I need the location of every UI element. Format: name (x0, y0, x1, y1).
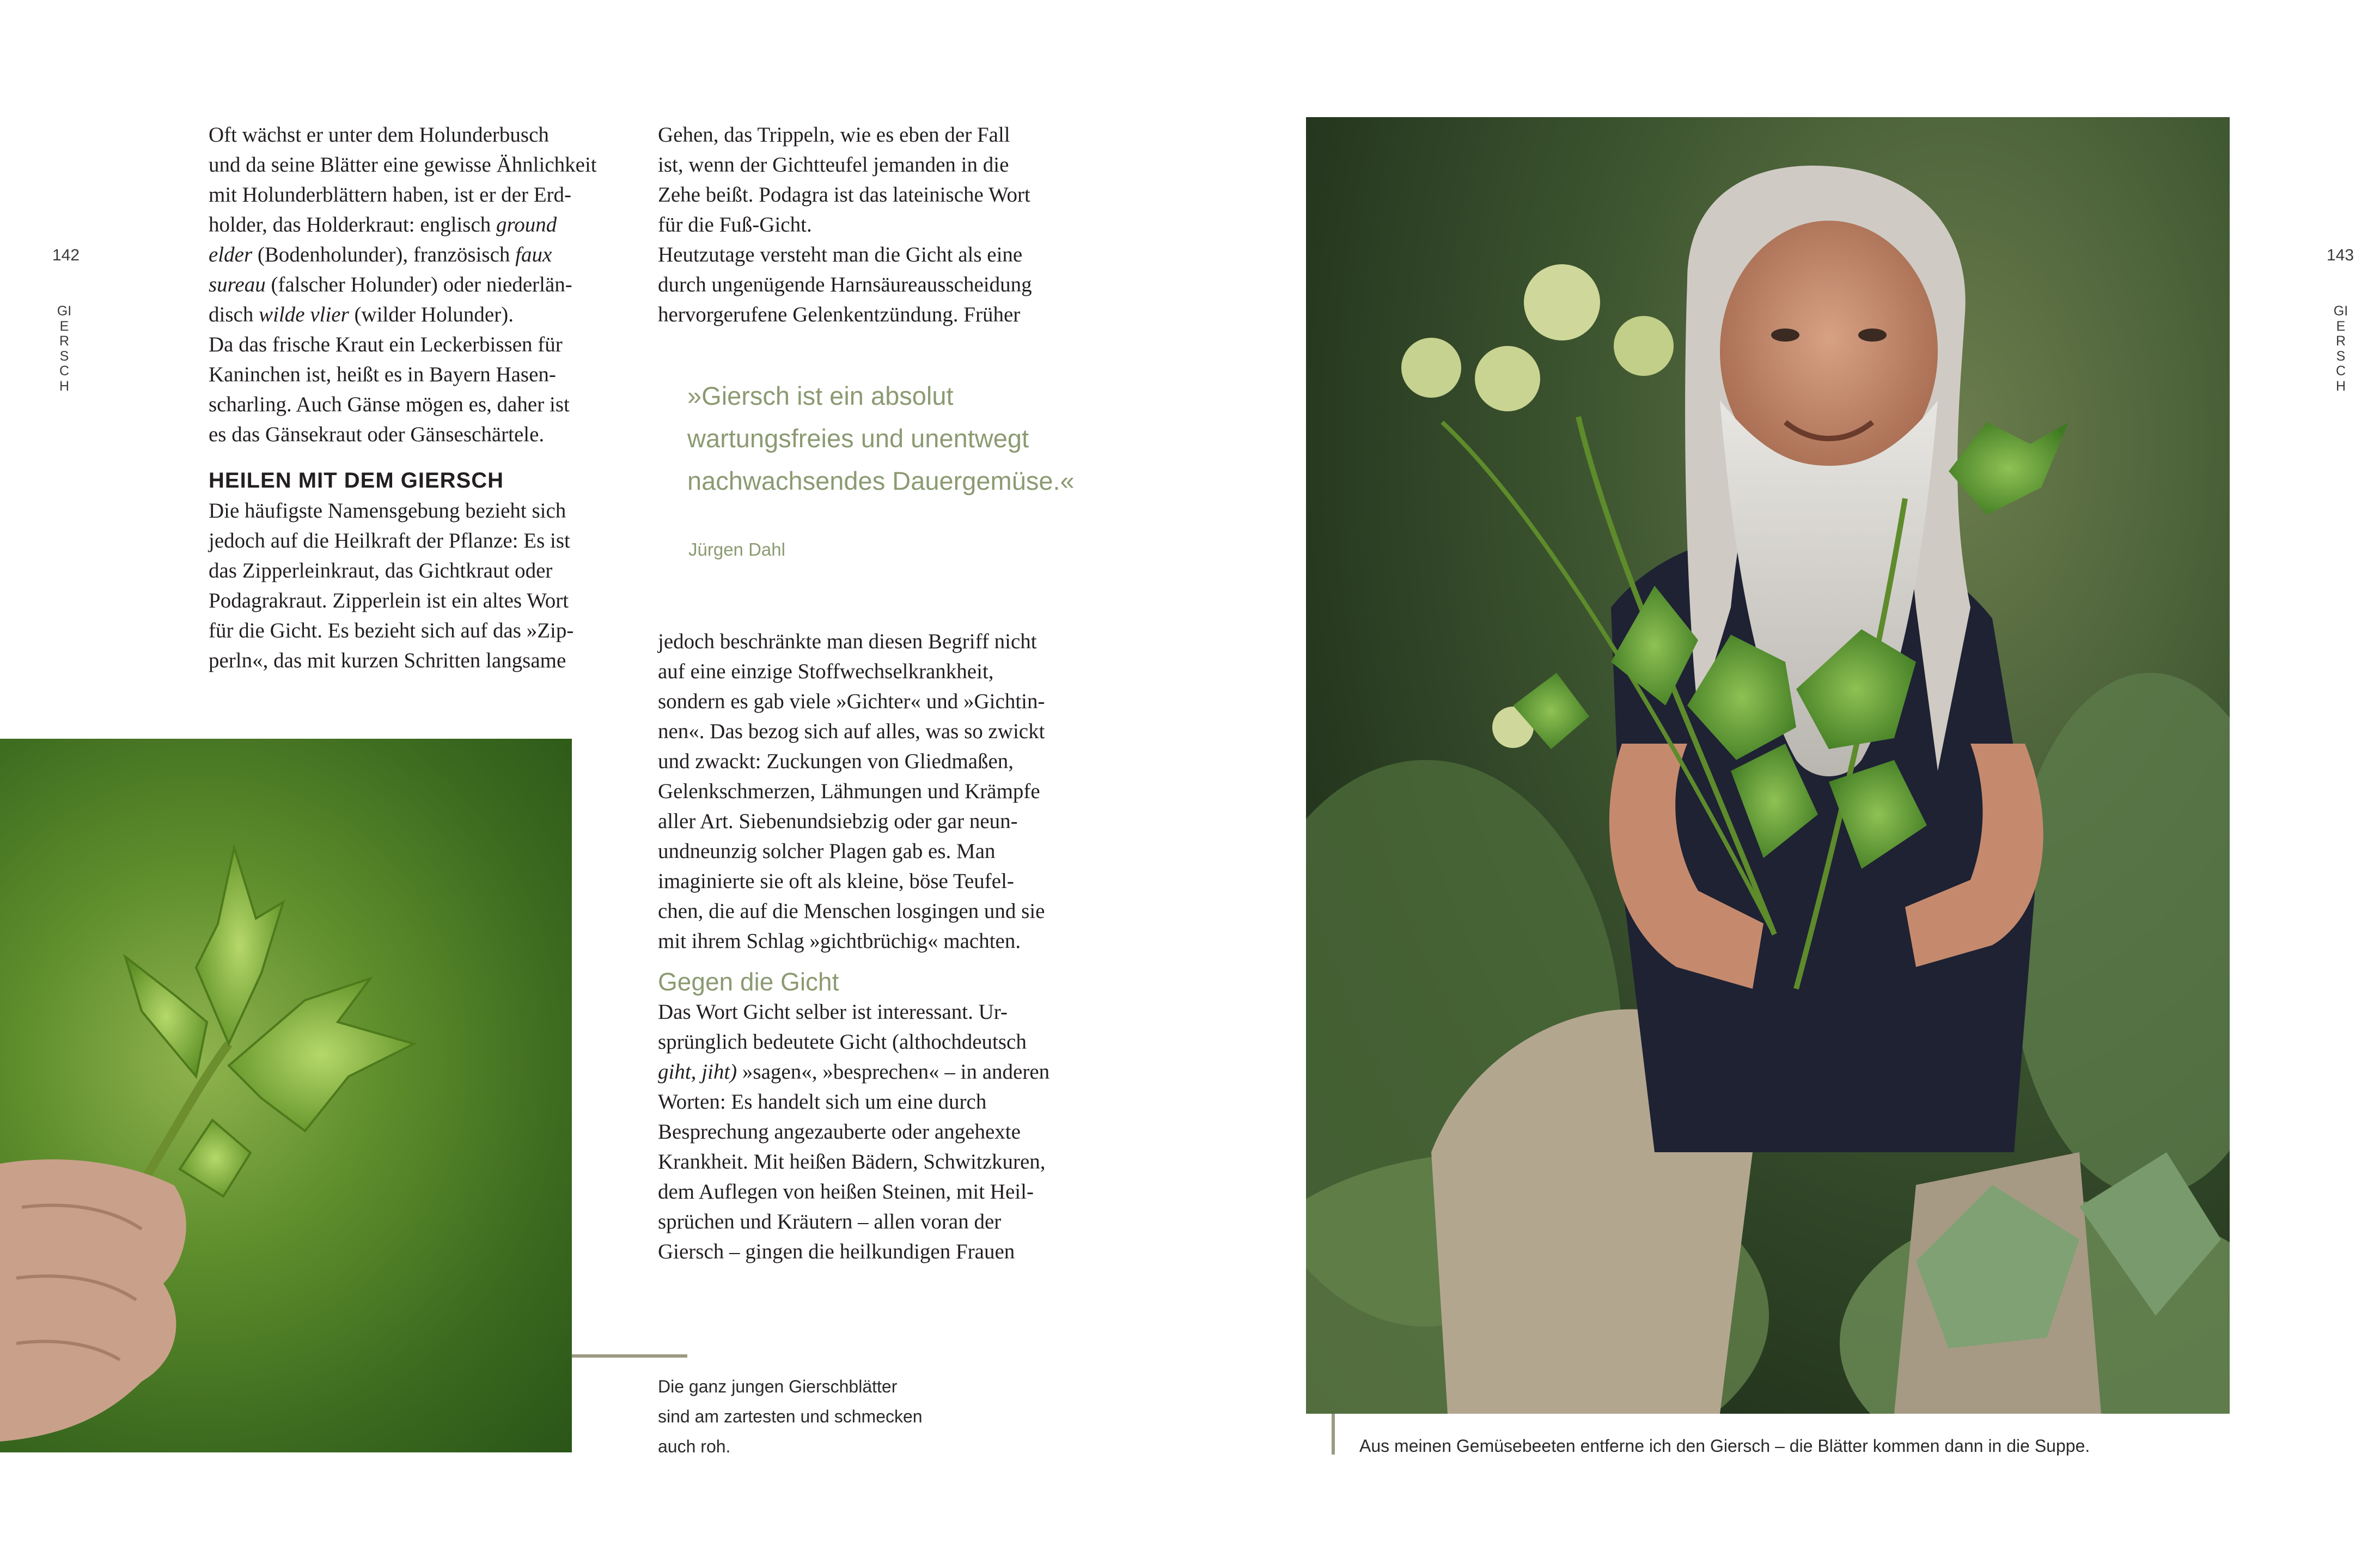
paragraph-heilkraft: Die häufigste Namensgebung bezieht sich jedoch auf die Heilkraft der Pflanze: Es ist das Zipperleinkraut, das Gichtkraut oder Podagrakraut. Zipperlein ist ein altes Wort für die Gicht. Es bezieht sich auf das »Zip- perln«, das mit kurzen Schritten langsame (209, 499, 574, 672)
paragraph-gichter: jedoch beschränkte man diesen Begriff nicht auf eine einzige Stoffwechselkrankheit, sondern es gab viele »Gichter« und »Gichtin- nen«. Das bezog sich auf alles, was so zwickt und zwackt: Zuckungen von Gliedmaßen, Gelenkschmerzen, Lähmungen und Krämpfe aller Art. Siebenundsiebzig oder gar neun- undneunzig solcher Plagen gab es. Man imaginierte sie oft als kleine, böse Teufel- chen, die auf die Menschen losgingen und sie mit ihrem Schlag »gichtbrüchig« machten. (658, 630, 1045, 953)
paragraph-holunder: Oft wächst er unter dem Holunderbusch und da seine Blätter eine gewisse Ähnlichkeit mit Holunderblättern haben, ist er der Erd- holder, das Holderkraut: englisch ground elder (Bodenholunder), französisch faux sureau (falscher Holunder) oder niederlän- disch wilde vlier (wilder Holunder). Da das frische Kraut ein Leckerbissen für Kaninchen ist, heißt es in Bayern Hasen- scharling. Auch Gänse mögen es, daher ist es das Gänsekraut oder Gänseschärtele. (209, 123, 597, 446)
pull-quote: »Giersch ist ein absolut wartungsfreies und unentwegt nachwachsendes Dauergemüse.« (687, 381, 1075, 495)
running-head-right: GIERSCH (2333, 303, 2348, 394)
paragraph-wort-gicht: Das Wort Gicht selber ist interessant. Ur- sprünglich bedeutete Gicht (althochdeutsch giht, jiht) »sagen«, »besprechen« – in anderen Worten: Es handelt sich um eine durch Besprechung angezauberte oder angehexte Krankheit. Mit heißen Bädern, Schwitzkuren, dem Auflegen von heißen Steinen, mit Heil- sprüchen und Kräutern – allen voran der Giersch – gingen die heilkundigen Frauen (658, 1000, 1050, 1263)
quote-author: Jürgen Dahl (688, 539, 785, 559)
page-number-left: 142 (52, 246, 80, 264)
caption-left: Die ganz jungen Gierschblätter sind am zartesten und schmecken auch roh. (658, 1377, 923, 1456)
photo-man-with-giersch (1306, 117, 2230, 1414)
caption-rule-left (572, 1354, 687, 1358)
running-head-left: GIERSCH (57, 303, 72, 394)
column-1 (209, 120, 633, 676)
page-number-right: 143 (2327, 246, 2354, 264)
heading-heilen-mit-dem-giersch: HEILEN MIT DEM GIERSCH (209, 469, 504, 492)
caption-right: Aus meinen Gemüsebeeten entferne ich den Giersch – die Blätter kommen dann in die Suppe. (1359, 1436, 2090, 1456)
paragraph-trippeln: Gehen, das Trippeln, wie es eben der Fall ist, wenn der Gichtteufel jemanden in die Zehe beißt. Podagra ist das lateinische Wort für die Fuß-Gicht. Heutzutage versteht man die Gicht als eine durch ungenügende Harnsäureausscheidung hervorgerufene Gelenkentzündung. Früher (658, 123, 1032, 326)
photo-giersch-leaves-hand (0, 739, 572, 1452)
column-2-top (658, 120, 1094, 330)
caption-rule-right (1332, 1414, 1335, 1455)
column-2-bottom (658, 627, 1094, 1267)
heading-gegen-die-gicht: Gegen die Gicht (658, 968, 839, 996)
